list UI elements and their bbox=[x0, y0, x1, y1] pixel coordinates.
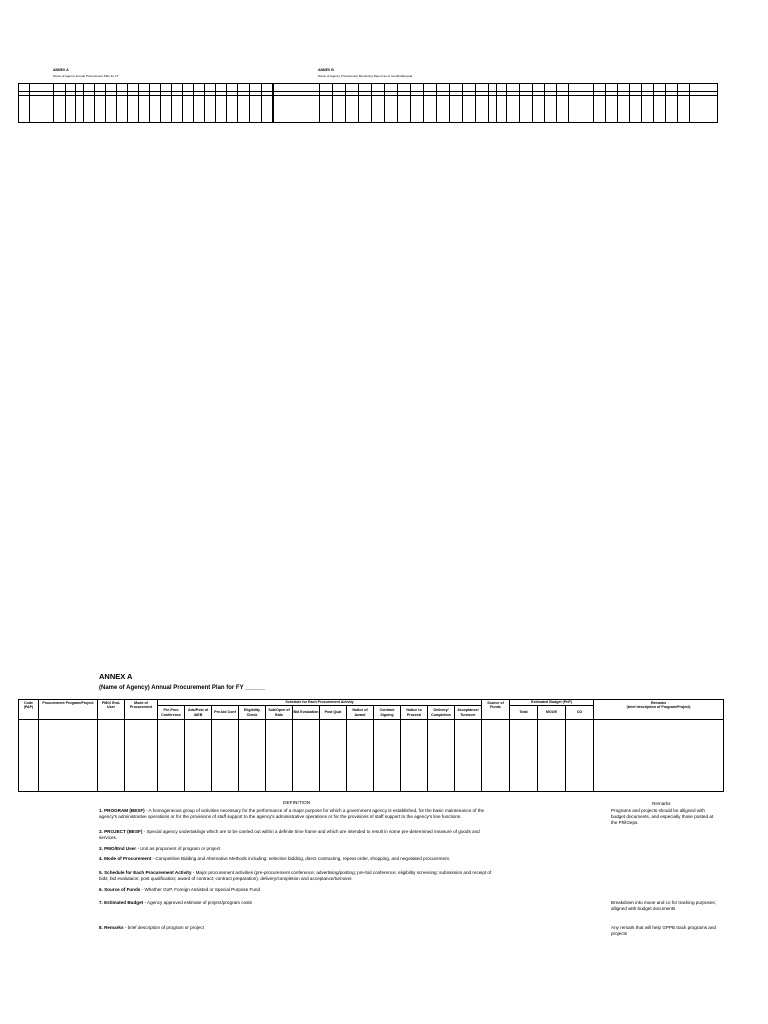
definition-text: - Competitive Bidding and Alternative Methods including: selective bidding, direct contracting, repeat order, shopping, and negotiated procurement. bbox=[151, 856, 451, 861]
table-cell bbox=[401, 720, 428, 792]
header-budget: Estimated Budget (PhP) bbox=[510, 700, 594, 706]
header-budget-col: MOOE bbox=[538, 706, 566, 720]
table-cell bbox=[374, 720, 401, 792]
header-schedule-col: Sub/Open of Bids bbox=[266, 706, 293, 720]
annex-subtitle: (Name of Agency) Annual Procurement Plan for FY ______ bbox=[99, 685, 266, 691]
definition-term: 5. Schedule for Each Procurement Activity bbox=[99, 870, 192, 875]
thumbnail-subtitle: Name of Agency Annual Procurement Plan for FY bbox=[53, 74, 119, 78]
thumbnail-table-right bbox=[273, 83, 718, 123]
table-cell bbox=[98, 720, 125, 792]
thumbnail-title: ANNEX A bbox=[53, 68, 69, 72]
definition-term: 1. PROGRAM (BESF) bbox=[99, 808, 145, 813]
header-schedule-col: Eligibility Check bbox=[239, 706, 266, 720]
definition-item bbox=[99, 870, 499, 882]
definition-text: - Agency approved estimate of project/program costs bbox=[143, 900, 252, 905]
header-remarks bbox=[594, 700, 724, 720]
table-row bbox=[19, 720, 724, 792]
header-remarks-label: Remarks bbox=[650, 700, 667, 705]
definition-item bbox=[99, 925, 499, 931]
table-cell bbox=[39, 720, 98, 792]
header-schedule-col: Notice to Proceed bbox=[401, 706, 428, 720]
table-cell bbox=[482, 720, 510, 792]
table-cell bbox=[239, 720, 266, 792]
header-schedule-col: Post Qual bbox=[320, 706, 347, 720]
definition-text: - brief description of program or project bbox=[123, 925, 204, 930]
remarks-heading: Remarks bbox=[652, 801, 671, 806]
table-cell bbox=[510, 720, 538, 792]
definition-item bbox=[99, 856, 499, 862]
header-schedule: Schedule for Each Procurement Activity bbox=[158, 700, 482, 706]
definition-text: - Unit as proponent of program or project bbox=[136, 846, 221, 851]
table-cell bbox=[428, 720, 455, 792]
definition-item bbox=[99, 829, 499, 841]
header-code: Code (PAP) bbox=[19, 700, 39, 720]
definition-text: - A homogeneous group of activities necessary for the performance of a major purpose for which a government agency is established, for the basic maintenance of the agency's administrative operations or for the provisions of staff support to the agency's administrative operations or for the provisions of staff support to the agency's line functions. bbox=[99, 808, 485, 819]
header-schedule-col: Notice of Award bbox=[347, 706, 374, 720]
header-schedule-col: Ads/Post of IAEB bbox=[185, 706, 212, 720]
thumbnail-annex-a bbox=[53, 68, 119, 78]
table-cell bbox=[594, 720, 724, 792]
definition-item bbox=[99, 900, 499, 906]
header-funds: Source of Funds bbox=[482, 700, 510, 720]
table-cell bbox=[185, 720, 212, 792]
definition-text: - Special agency undertakings which are to be carried out within a definite time frame and which are intended to result in some pre-determined measure of goods and services. bbox=[99, 829, 480, 840]
definition-term: 2. PROJECT (BESF) bbox=[99, 829, 143, 834]
definition-term: 7. Estimated Budget bbox=[99, 900, 144, 905]
definition-term: 4. Mode of Procurement bbox=[99, 856, 152, 861]
table-cell bbox=[538, 720, 566, 792]
table-cell bbox=[266, 720, 293, 792]
thumbnail-table-left bbox=[18, 83, 273, 123]
header-budget-col: CO bbox=[566, 706, 594, 720]
table-cell bbox=[212, 720, 239, 792]
header-mode: Mode of Procurement bbox=[125, 700, 158, 720]
header-schedule-col: Pre-Proc Conference bbox=[158, 706, 185, 720]
definition-heading: DEFINITION bbox=[283, 801, 311, 806]
table-cell bbox=[347, 720, 374, 792]
table-cell bbox=[566, 720, 594, 792]
definition-text: - Major procurement activities (pre-procurement conference; advertising/posting; pre-bid conference; eligibility screening; submission and receipt of bids; bid evalutaion; post qualification; award of contract; contract preparation), delivery/completion and acceptance/turnover. bbox=[99, 870, 492, 881]
procurement-plan-table bbox=[18, 699, 724, 792]
remarks-note: Any remark that will help GPPB track programs and projects bbox=[611, 925, 716, 936]
thumbnail-subtitle: Name of Agency Procurement Monitoring Report as of month/date/year bbox=[318, 74, 413, 78]
definition-item bbox=[99, 887, 499, 893]
header-schedule-col: Pre-bid Conf bbox=[212, 706, 239, 720]
thumbnail-title: ANNEX B bbox=[318, 68, 334, 72]
remarks-note: Programs and projects should be alligned with budget documents, and especially those posted at the PhilGeps. bbox=[611, 808, 714, 825]
table-cell bbox=[158, 720, 185, 792]
definition-item bbox=[99, 846, 499, 852]
header-remarks-sub: (brief description of Program/Project) bbox=[626, 704, 691, 709]
header-schedule-col: Contract Signing bbox=[374, 706, 401, 720]
remarks-note: Breakdown into mooe and co for tracking purposes; alligned with budget documents bbox=[611, 900, 716, 911]
table-cell bbox=[19, 720, 39, 792]
table-cell bbox=[293, 720, 320, 792]
table-cell bbox=[455, 720, 482, 792]
table-cell bbox=[320, 720, 347, 792]
annex-title: ANNEX A bbox=[99, 672, 133, 681]
definition-term: 8. Remarks bbox=[99, 925, 124, 930]
definition-term: 3. PMO/End User bbox=[99, 846, 137, 851]
header-schedule-col: Acceptance/ Turnover bbox=[455, 706, 482, 720]
header-budget-col: Total bbox=[510, 706, 538, 720]
header-pmo: PMO/ End-User bbox=[98, 700, 125, 720]
header-schedule-col: Bid Evaluation bbox=[293, 706, 320, 720]
table-cell bbox=[125, 720, 158, 792]
header-schedule-col: Delivery/ Completion bbox=[428, 706, 455, 720]
thumbnail-annex-b bbox=[318, 68, 413, 78]
definition-item bbox=[99, 808, 499, 820]
definition-term: 6. Source of Funds bbox=[99, 887, 141, 892]
header-program: Procurement Program/Project bbox=[39, 700, 98, 720]
definition-text: - Whether GoP, Foreign Assisted or Special Purpose Fund bbox=[140, 887, 261, 892]
